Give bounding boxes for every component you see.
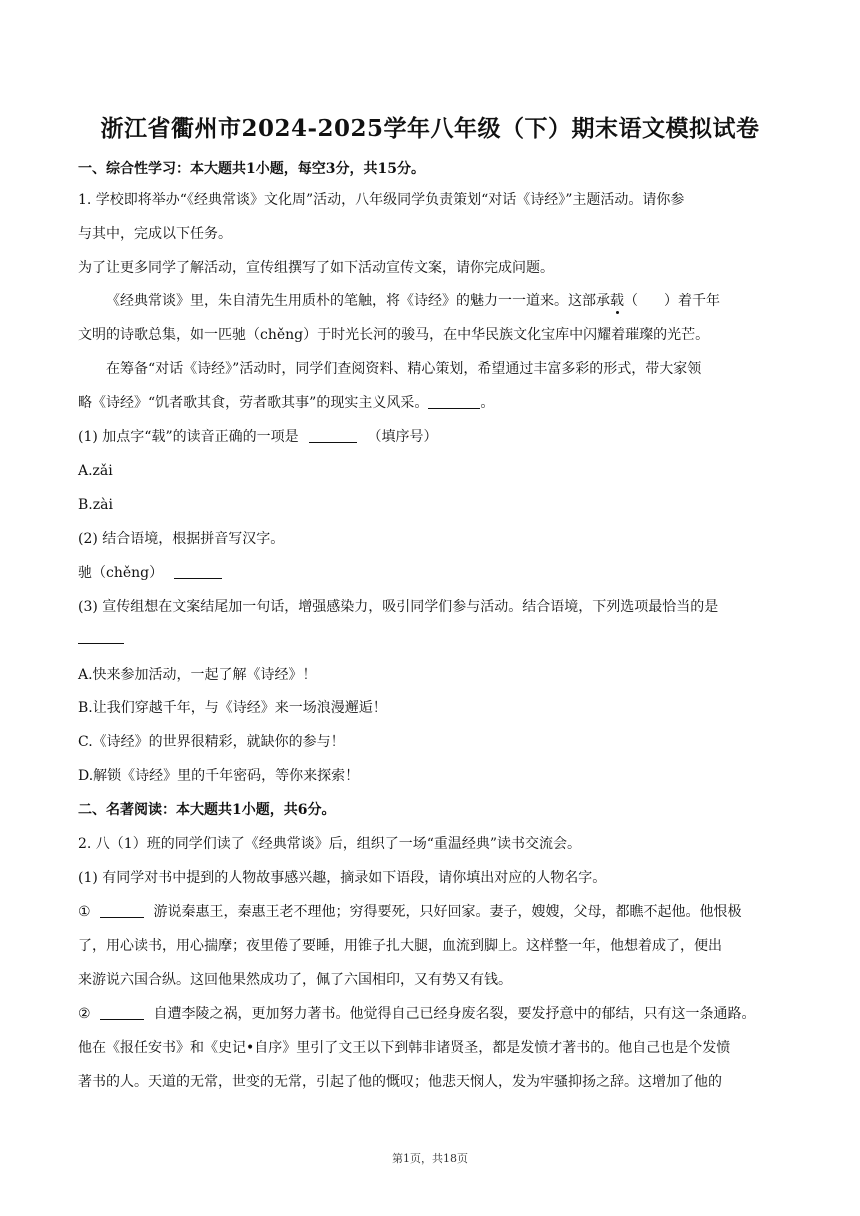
sub-question-text: (1) 加点字“载”的读音正确的一项是 (78, 429, 299, 445)
passage-p1-line1 (106, 291, 798, 311)
option-d: D.解锁《诗经》里的千年密码，等你来探索！ (78, 768, 360, 784)
sub-question-3-blank-line (78, 628, 798, 648)
item-number: ① (78, 904, 91, 920)
q1-line3: 为了让更多同学了解活动，宣传组撰写了如下活动宣传文案，请你完成问题。 (78, 260, 554, 276)
passage-p1-line2: 文明的诗歌总集，如一匹驰（chěng）于时光长河的骏马，在中华民族文化宝库中闪耀着璀璨的光芒。 (78, 327, 710, 343)
sub-question-hint: （填序号） (367, 429, 438, 445)
open-paren: （ (624, 293, 638, 309)
pinyin-prompt: 驰（chěng） (78, 565, 164, 581)
answer-blank[interactable] (100, 903, 144, 918)
sub-question-1 (78, 427, 798, 447)
q2-sub1: (1) 有同学对书中提到的人物故事感兴趣，摘录如下语段，请你填出对应的人物名字。 (78, 870, 607, 886)
excerpt-2-line3: 著书的人。天道的无常，世变的无常，引起了他的慨叹；他悲天悯人，发为牢骚抑扬之辞。这增加了他的 (78, 1074, 722, 1090)
excerpt-2-line1 (78, 1004, 798, 1024)
answer-blank[interactable] (100, 1005, 144, 1020)
sub-question-2-item (78, 563, 798, 583)
option-b: B.让我们穿越千年，与《诗经》来一场浪漫邂逅！ (78, 700, 387, 716)
answer-blank[interactable] (309, 428, 357, 443)
excerpt-text: 自遭李陵之祸，更加努力著书。他觉得自己已经身废名裂，要发抒意中的郁结，只有这一条通路。 (153, 1006, 756, 1022)
option-a: A.快来参加活动，一起了解《诗经》！ (78, 667, 317, 683)
answer-blank[interactable] (174, 564, 222, 579)
section1-header: 一、综合性学习：本大题共1小题，每空3分，共15分。 (78, 161, 425, 177)
excerpt-1-line2: 了，用心读书，用心揣摩；夜里倦了要睡，用锥子扎大腿，血流到脚上。这样整一年，他想着成了，便出 (78, 938, 722, 954)
passage-period: 。 (480, 395, 495, 411)
q2-line1: 2. 八（1）班的同学们读了《经典常谈》后，组织了一场“重温经典”读书交流会。 (78, 836, 582, 852)
excerpt-1-line1 (78, 902, 798, 922)
excerpt-text: 游说秦惠王，秦惠王老不理他；穷得要死，只好回家。妻子，嫂嫂，父母，都瞧不起他。他恨极 (153, 904, 742, 920)
passage-p2-line1: 在筹备“对话《诗经》”活动时，同学们查阅资料、精心策划，希望通过丰富多彩的形式，带大家领 (106, 361, 702, 377)
section2-header: 二、名著阅读：本大题共1小题，共6分。 (78, 802, 336, 818)
passage-text-end: ）着千年 (664, 293, 720, 309)
option-c: C.《诗经》的世界很精彩，就缺你的参与！ (78, 734, 345, 750)
excerpt-1-line3: 来游说六国合纵。这回他果然成功了，佩了六国相印，又有势又有钱。 (78, 972, 512, 988)
page-title: 浙江省衢州市2024-2025学年八年级（下）期末语文模拟试卷 (100, 115, 760, 142)
q1-line1: 1. 学校即将举办“《经典常谈》文化周”活动，八年级同学负责策划“对话《诗经》”主题活动。请你参 (78, 192, 685, 208)
passage-p2-line2 (78, 393, 798, 413)
sub-question-3: (3) 宣传组想在文案结尾加一句话，增强感染力，吸引同学们参与活动。结合语境，下列选项最恰当的是 (78, 599, 719, 615)
answer-blank[interactable] (428, 394, 480, 409)
option-a: A.zǎi (78, 463, 113, 479)
dotted-character: 载 (610, 293, 624, 309)
excerpt-2-line2: 他在《报任安书》和《史记•自序》里引了文王以下到韩非诸贤圣，都是发愤才著书的。他自己也是个发愤 (78, 1040, 731, 1056)
page-footer: 第1页，共18页 (392, 1152, 468, 1165)
option-b: B.zài (78, 497, 113, 513)
passage-text: 略《诗经》“饥者歌其食，劳者歌其事”的现实主义风采。 (78, 395, 429, 411)
item-number: ② (78, 1006, 91, 1022)
sub-question-2: (2) 结合语境，根据拼音写汉字。 (78, 531, 285, 547)
answer-blank[interactable] (78, 629, 124, 644)
q1-line2: 与其中，完成以下任务。 (78, 226, 232, 242)
passage-text: 《经典常谈》里，朱自清先生用质朴的笔触，将《诗经》的魅力一一道来。这部承 (106, 293, 610, 309)
